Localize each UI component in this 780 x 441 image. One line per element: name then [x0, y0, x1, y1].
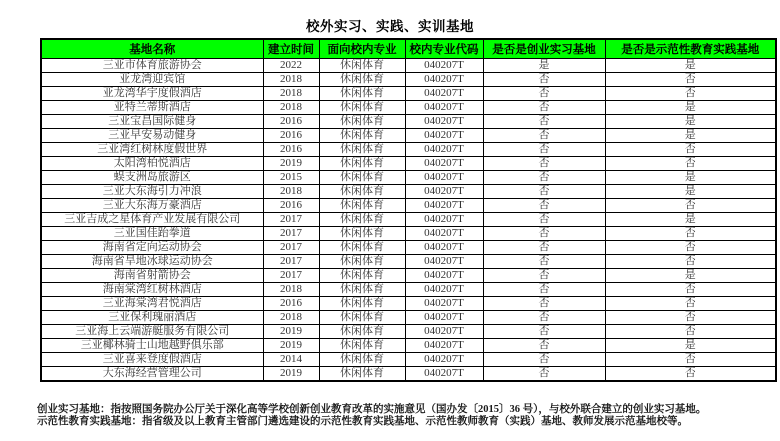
table-cell: 大东海经营管理公司	[41, 366, 263, 381]
table-cell: 040207T	[405, 184, 483, 198]
table-cell: 2018	[263, 184, 319, 198]
table-row	[41, 282, 776, 296]
table-row	[41, 338, 776, 352]
table-cell: 2018	[263, 310, 319, 324]
table-cell: 040207T	[405, 296, 483, 310]
table-cell: 三亚宝昌国际健身	[41, 114, 263, 128]
col-header-is-demo-base: 是否是示范性教育实践基地	[605, 39, 776, 58]
table-cell: 否	[605, 142, 776, 156]
table-cell: 是	[605, 184, 776, 198]
table-row	[41, 268, 776, 282]
table-cell: 2017	[263, 240, 319, 254]
table-cell: 三亚海棠湾君悦酒店	[41, 296, 263, 310]
table-cell: 040207T	[405, 58, 483, 72]
table-cell: 休闲体育	[319, 170, 405, 184]
table-cell: 2016	[263, 142, 319, 156]
table-cell: 否	[483, 366, 605, 381]
table-cell: 否	[483, 114, 605, 128]
table-cell: 040207T	[405, 254, 483, 268]
table-cell: 否	[483, 212, 605, 226]
table-cell: 040207T	[405, 142, 483, 156]
table-cell: 三亚大东海引力冲浪	[41, 184, 263, 198]
table-cell: 否	[483, 282, 605, 296]
table-row	[41, 156, 776, 170]
table-row	[41, 184, 776, 198]
bases-table	[40, 38, 777, 382]
table-cell: 否	[483, 310, 605, 324]
table-cell: 休闲体育	[319, 128, 405, 142]
table-cell: 休闲体育	[319, 142, 405, 156]
table-cell: 三亚大东海万豪酒店	[41, 198, 263, 212]
table-cell: 2018	[263, 282, 319, 296]
table-row	[41, 226, 776, 240]
table-cell: 040207T	[405, 240, 483, 254]
table-cell: 040207T	[405, 282, 483, 296]
table-cell: 040207T	[405, 324, 483, 338]
footnote	[37, 404, 749, 427]
table-cell: 休闲体育	[319, 100, 405, 114]
table-cell: 休闲体育	[319, 310, 405, 324]
table-cell: 否	[483, 128, 605, 142]
table-cell: 休闲体育	[319, 296, 405, 310]
table-cell: 否	[605, 310, 776, 324]
table-cell: 海南省定向运动协会	[41, 240, 263, 254]
col-header-major: 面向校内专业	[319, 39, 405, 58]
table-cell: 否	[605, 296, 776, 310]
table-cell: 太阳湾柏悦酒店	[41, 156, 263, 170]
table-row	[41, 114, 776, 128]
table-row	[41, 72, 776, 86]
table-cell: 三亚湾红树林度假世界	[41, 142, 263, 156]
table-cell: 休闲体育	[319, 226, 405, 240]
table-row	[41, 254, 776, 268]
table-row	[41, 198, 776, 212]
table-cell: 休闲体育	[319, 268, 405, 282]
table-cell: 2019	[263, 156, 319, 170]
table-cell: 是	[605, 212, 776, 226]
table-row	[41, 100, 776, 114]
table-cell: 否	[483, 226, 605, 240]
table-cell: 否	[605, 226, 776, 240]
table-cell: 是	[605, 100, 776, 114]
table-cell: 2017	[263, 226, 319, 240]
table-cell: 亚特兰蒂斯酒店	[41, 100, 263, 114]
table-cell: 是	[483, 58, 605, 72]
table-cell: 2019	[263, 324, 319, 338]
table-cell: 2016	[263, 296, 319, 310]
table-cell: 2014	[263, 352, 319, 366]
table-cell: 休闲体育	[319, 184, 405, 198]
table-cell: 是	[605, 338, 776, 352]
table-cell: 否	[605, 156, 776, 170]
table-row	[41, 240, 776, 254]
table-cell: 否	[483, 240, 605, 254]
table-cell: 否	[483, 156, 605, 170]
table-cell: 三亚市体育旅游协会	[41, 58, 263, 72]
footnote-line-startup-base-definition: 创业实习基地：指按照国务院办公厅关于深化高等学校创新创业教育改革的实施意见（国办发〔2015〕36 号），与校外联合建立的创业实习基地。	[37, 404, 707, 415]
page-title: 校外实习、实践、实训基地	[306, 19, 474, 34]
table-cell: 是	[605, 128, 776, 142]
table-row	[41, 58, 776, 72]
table-cell: 三亚国佳跆拳道	[41, 226, 263, 240]
table-cell: 否	[483, 254, 605, 268]
table-cell: 2017	[263, 268, 319, 282]
table-cell: 否	[605, 198, 776, 212]
table-cell: 休闲体育	[319, 282, 405, 296]
table-cell: 2016	[263, 198, 319, 212]
table-cell: 三亚早安易动健身	[41, 128, 263, 142]
table-cell: 2016	[263, 114, 319, 128]
table-cell: 040207T	[405, 156, 483, 170]
table-cell: 否	[605, 324, 776, 338]
col-header-major-code: 校内专业代码	[405, 39, 483, 58]
footnote-line-demo-base-definition: 示范性教育实践基地：指省级及以上教育主管部门遴选建设的示范性教育实践基地、示范性教师教育（实践）基地、教师发展示范基地校等。	[37, 415, 688, 427]
table-cell: 040207T	[405, 100, 483, 114]
table-cell: 三亚吉成之星体育产业发展有限公司	[41, 212, 263, 226]
table-cell: 040207T	[405, 352, 483, 366]
table-cell: 是	[605, 114, 776, 128]
table-cell: 2015	[263, 170, 319, 184]
table-row	[41, 352, 776, 366]
table-cell: 040207T	[405, 366, 483, 381]
table-cell: 否	[483, 338, 605, 352]
table-cell: 040207T	[405, 310, 483, 324]
table-cell: 休闲体育	[319, 338, 405, 352]
table-cell: 040207T	[405, 72, 483, 86]
table-cell: 否	[605, 366, 776, 381]
table-cell: 海南省旱地冰球运动协会	[41, 254, 263, 268]
table-row	[41, 296, 776, 310]
table-cell: 否	[483, 100, 605, 114]
table-cell: 海南省射箭协会	[41, 268, 263, 282]
table-cell: 是	[605, 268, 776, 282]
table-cell: 2018	[263, 86, 319, 100]
table-cell: 040207T	[405, 268, 483, 282]
table-cell: 三亚保利瑰丽酒店	[41, 310, 263, 324]
table-cell: 否	[483, 170, 605, 184]
table-cell: 否	[483, 352, 605, 366]
table-cell: 否	[605, 352, 776, 366]
table-cell: 休闲体育	[319, 198, 405, 212]
table-cell: 海南棠湾红树林酒店	[41, 282, 263, 296]
table-cell: 2018	[263, 100, 319, 114]
table-cell: 2016	[263, 128, 319, 142]
table-row	[41, 170, 776, 184]
table-cell: 否	[605, 72, 776, 86]
table-cell: 休闲体育	[319, 324, 405, 338]
table-cell: 否	[483, 184, 605, 198]
table-cell: 休闲体育	[319, 86, 405, 100]
table-cell: 040207T	[405, 226, 483, 240]
table-cell: 休闲体育	[319, 114, 405, 128]
table-cell: 休闲体育	[319, 352, 405, 366]
table-cell: 否	[483, 142, 605, 156]
table-cell: 否	[605, 282, 776, 296]
col-header-founded-year: 建立时间	[263, 39, 319, 58]
table-cell: 2019	[263, 338, 319, 352]
table-cell: 否	[483, 72, 605, 86]
table-cell: 2018	[263, 72, 319, 86]
table-cell: 休闲体育	[319, 240, 405, 254]
col-header-is-startup-base: 是否是创业实习基地	[483, 39, 605, 58]
table-cell: 休闲体育	[319, 72, 405, 86]
table-cell: 2017	[263, 212, 319, 226]
col-header-base-name: 基地名称	[41, 39, 263, 58]
table-cell: 亚龙湾迎宾馆	[41, 72, 263, 86]
table-cell: 蜈支洲岛旅游区	[41, 170, 263, 184]
table-row	[41, 324, 776, 338]
table-row	[41, 310, 776, 324]
table-cell: 休闲体育	[319, 58, 405, 72]
table-cell: 三亚椰林骑士山地越野俱乐部	[41, 338, 263, 352]
table-cell: 休闲体育	[319, 156, 405, 170]
table-cell: 040207T	[405, 86, 483, 100]
table-row	[41, 212, 776, 226]
table-row	[41, 366, 776, 381]
table-cell: 否	[483, 198, 605, 212]
table-cell: 2022	[263, 58, 319, 72]
table-cell: 040207T	[405, 114, 483, 128]
table-cell: 否	[605, 254, 776, 268]
table-cell: 否	[483, 86, 605, 100]
table-cell: 休闲体育	[319, 366, 405, 381]
table-row	[41, 128, 776, 142]
table-cell: 否	[483, 324, 605, 338]
table-cell: 否	[483, 296, 605, 310]
table-cell: 否	[605, 240, 776, 254]
table-header-row	[41, 39, 776, 58]
table-cell: 休闲体育	[319, 254, 405, 268]
table-cell: 040207T	[405, 212, 483, 226]
table-cell: 是	[605, 170, 776, 184]
table-body	[41, 58, 776, 381]
table-row	[41, 86, 776, 100]
table-cell: 040207T	[405, 338, 483, 352]
table-cell: 是	[605, 58, 776, 72]
table-cell: 否	[605, 86, 776, 100]
table-cell: 否	[483, 268, 605, 282]
table-cell: 三亚海上云端游艇服务有限公司	[41, 324, 263, 338]
table-cell: 2017	[263, 254, 319, 268]
table-cell: 040207T	[405, 198, 483, 212]
table-cell: 040207T	[405, 170, 483, 184]
table-cell: 2019	[263, 366, 319, 381]
table-cell: 三亚喜来登度假酒店	[41, 352, 263, 366]
table-cell: 休闲体育	[319, 212, 405, 226]
table-cell: 亚龙湾华宇度假酒店	[41, 86, 263, 100]
table-row	[41, 142, 776, 156]
table-cell: 040207T	[405, 128, 483, 142]
